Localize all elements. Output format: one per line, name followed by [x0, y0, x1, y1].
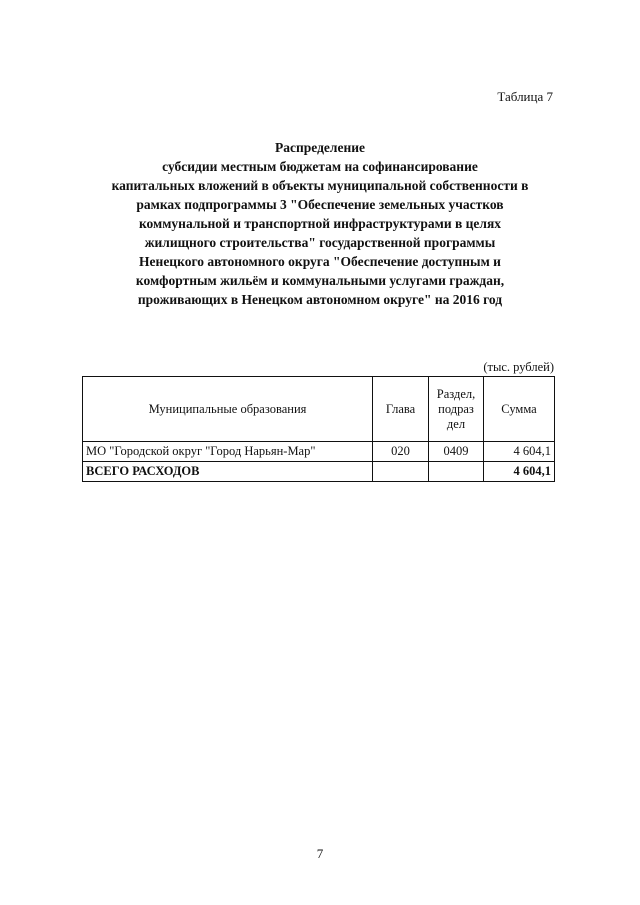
total-row: [83, 462, 555, 482]
document-title: [70, 138, 570, 309]
header-municipalities: Муниципальные образования: [83, 377, 373, 442]
title-line: Ненецкого автономного округа "Обеспечение доступным и: [139, 254, 501, 269]
title-line: субсидии местным бюджетам на софинансирование: [162, 159, 478, 174]
header-razdel-line: дел: [446, 416, 466, 431]
header-glava: Глава: [373, 377, 429, 442]
total-summa: 4 604,1: [484, 462, 555, 482]
table-number: Таблица 7: [497, 89, 553, 104]
page-number: 7: [316, 846, 324, 861]
subsidy-table: [82, 376, 555, 482]
cell-glava: 020: [373, 442, 429, 462]
header-razdel-line: Раздел,: [436, 386, 476, 401]
title-line: коммунальной и транспортной инфраструктурами в целях: [138, 216, 502, 231]
table-row: [83, 442, 555, 462]
title-line: проживающих в Ненецком автономном округе" на 2016 год: [137, 292, 503, 307]
header-razdel: [429, 377, 484, 442]
title-line: капитальных вложений в объекты муниципальной собственности в: [111, 178, 529, 193]
title-line: комфортным жильём и коммунальными услугами граждан,: [135, 273, 505, 288]
header-summa: Сумма: [484, 377, 555, 442]
title-line: рамках подпрограммы 3 "Обеспечение земельных участков: [136, 197, 504, 212]
total-razdel: [429, 462, 484, 482]
cell-summa: 4 604,1: [484, 442, 555, 462]
table-header-row: [83, 377, 555, 442]
title-line: Распределение: [274, 140, 366, 155]
header-razdel-line: подраз: [438, 401, 474, 416]
cell-municipality: МО "Городской округ "Город Нарьян-Мар": [83, 442, 373, 462]
title-line: жилищного строительства" государственной программы: [144, 235, 496, 250]
total-label: ВСЕГО РАСХОДОВ: [83, 462, 373, 482]
cell-razdel: 0409: [429, 442, 484, 462]
units-label: (тыс. рублей): [483, 360, 554, 374]
total-glava: [373, 462, 429, 482]
